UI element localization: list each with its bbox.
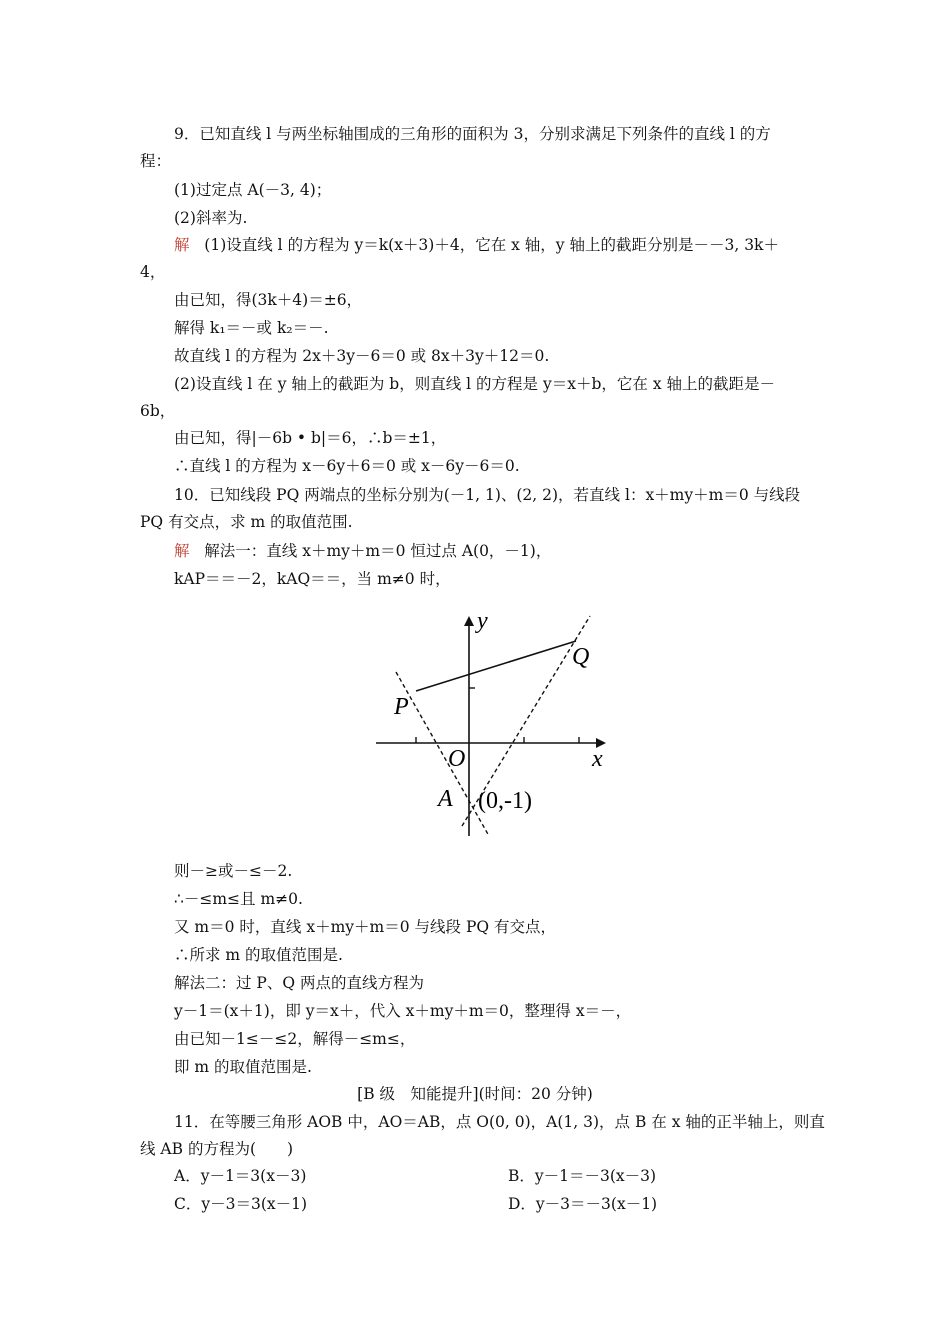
label-p: P xyxy=(394,694,409,720)
q9-stem-line1: 9．已知直线 l 与两坐标轴围成的三角形的面积为 3，分别求满足下列条件的直线 l 的方 xyxy=(174,125,771,143)
q10-line-t2: ∴－≤m≤且 m≠0. xyxy=(174,890,303,908)
coordinate-diagram xyxy=(368,596,620,854)
label-y: y xyxy=(477,608,488,634)
q10-line-t3: 又 m＝0 时，直线 x＋my＋m＝0 与线段 PQ 有交点， xyxy=(174,918,557,936)
q9-solution-line6: (2)设直线 l 在 y 轴上的截距为 b，则直线 l 的方程是 y＝x＋b，它在 x 轴上的截距是－ xyxy=(174,375,775,393)
label-o: O xyxy=(448,746,466,772)
q9-condition-1: (1)过定点 A(－3, 4)； xyxy=(174,181,332,199)
label-a: A xyxy=(438,786,453,812)
section-header: [B 级 知能提升](时间：20 分钟) xyxy=(357,1085,593,1103)
q10-line-t4: ∴所求 m 的取值范围是. xyxy=(174,946,343,964)
q9-solution-line9: ∴直线 l 的方程为 x－6y＋6＝0 或 x－6y－6＝0. xyxy=(174,457,520,475)
q10-solution-line2: kAP＝＝－2，kAQ＝＝，当 m≠0 时， xyxy=(174,570,451,588)
q9-solution-text: (1)设直线 l 的方程为 y＝k(x＋3)＋4，它在 x 轴，y 轴上的截距分别是－－3, 3k＋ xyxy=(204,236,779,254)
q11-stem-line1: 11．在等腰三角形 AOB 中，AO＝AB，点 O(0, 0)，A(1, 3)，点 B 在 x 轴的正半轴上，则直 xyxy=(174,1113,825,1131)
q9-stem-line2: 程： xyxy=(140,152,172,170)
q9-solution-line5: 故直线 l 的方程为 2x＋3y－6＝0 或 8x＋3y＋12＝0. xyxy=(174,347,550,365)
q10-line-t6: y－1＝(x＋1)，即 y＝x＋，代入 x＋my＋m＝0，整理得 x＝－， xyxy=(174,1002,632,1020)
label-a-coordinate: (0,-1) xyxy=(478,788,532,814)
q10-stem-line1: 10．已知线段 PQ 两端点的坐标分别为(－1, 1)、(2, 2)，若直线 l：x＋my＋m＝0 与线段 xyxy=(174,486,801,504)
q11-option-d: D．y－3＝－3(x－1) xyxy=(508,1195,658,1213)
solution-mark: 解 xyxy=(174,236,190,254)
q9-solution-line8: 由已知，得|－6b • b|＝6，∴b＝±1， xyxy=(174,429,447,447)
q9-solution-line2: 4， xyxy=(140,263,166,281)
q9-solution-line3: 由已知，得(3k＋4)＝±6， xyxy=(174,291,363,309)
q10-line-t7: 由已知－1≤－≤2，解得－≤m≤， xyxy=(174,1030,416,1048)
q10-line-t8: 即 m 的取值范围是. xyxy=(174,1058,312,1076)
q10-line-t1: 则－≥或－≤－2. xyxy=(174,862,293,880)
label-x: x xyxy=(592,746,603,772)
q10-line-t5: 解法二：过 P、Q 两点的直线方程为 xyxy=(174,974,424,992)
q11-stem-line2: 线 AB 的方程为( ) xyxy=(140,1140,294,1158)
q10-stem-line2: PQ 有交点，求 m 的取值范围. xyxy=(140,513,353,531)
q9-solution-line1 xyxy=(174,235,779,255)
q11-option-a: A．y－1＝3(x－3) xyxy=(174,1167,307,1185)
label-q: Q xyxy=(572,644,590,670)
q10-solution-line1 xyxy=(174,541,551,561)
q9-solution-line7: 6b， xyxy=(140,402,176,420)
q11-option-b: B．y－1＝－3(x－3) xyxy=(508,1167,657,1185)
q9-condition-2: (2)斜率为. xyxy=(174,209,248,227)
segment-pq xyxy=(416,641,576,691)
solution-mark: 解 xyxy=(174,542,190,560)
q11-option-c: C．y－3＝3(x－1) xyxy=(174,1195,308,1213)
q9-solution-line4: 解得 k₁＝－或 k₂＝－. xyxy=(174,319,329,337)
q10-solution-text: 解法一：直线 x＋my＋m＝0 恒过点 A(0，－1)， xyxy=(204,542,552,560)
